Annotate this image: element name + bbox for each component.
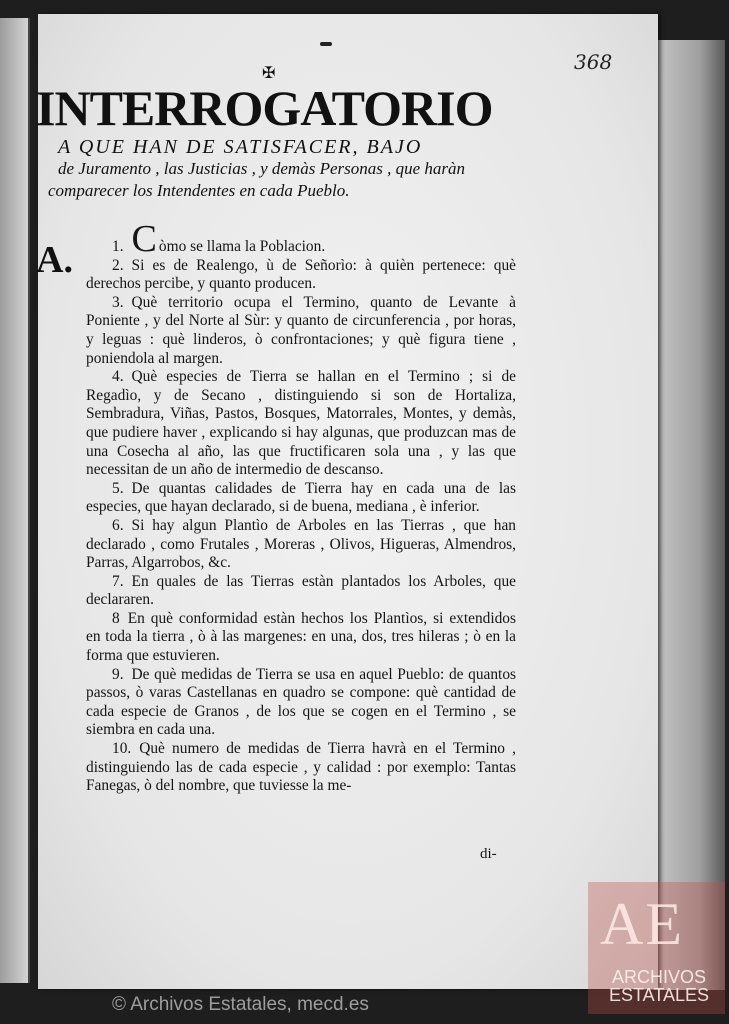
subtitle-line-1: A QUE HAN DE SATISFACER, BAJO <box>58 136 423 158</box>
question-text: En què conformidad estàn hechos los Plantìos, si extendidos en toda la tierra , ò à las margenes: en una, dos, tres hileras ; ò en la forma que estuvieren. <box>86 609 516 665</box>
question-text: Què especies de Tierra se hallan en el Termino ; si de Regadìo, y de Secano , distinguiendo si son de Hortaliza, Sembradura, Viñas, Pastos, Bosques, Matorrales, Montes, y demàs, que pudiere haver , explicando si hay algunas, que produzcan mas de una Cosecha al año, las que fructificaren sola una , y las que necessitan de un año de intermedio de descanso. <box>86 368 516 479</box>
questionnaire-body <box>86 218 516 796</box>
folio-number: 368 <box>574 50 613 74</box>
question-text: Si hay algun Plantìo de Arboles en las Tierras , que han declarado , como Frutales , Moreras , Olivos, Higueras, Almendros, Parras, Algarrobos, &c. <box>86 516 516 572</box>
question-2 <box>86 257 516 294</box>
question-text: En quales de las Tierras estàn plantados los Arboles, que declararen. <box>86 572 516 609</box>
archive-logo-icon: AE <box>600 891 684 957</box>
question-number: 4. <box>112 368 124 386</box>
question-10 <box>86 740 516 796</box>
document-title: INTERROGATORIO <box>36 80 493 136</box>
question-text: Què territorio ocupa el Termino, quanto de Levante à Poniente , y del Norte al Sùr: y quanto de circunferencia , por horas, y leguas : què linderos, ò confrontaciones; y què figura tiene , poniendola al margen. <box>86 293 516 367</box>
watermark-line-2: ESTATALES <box>608 985 710 1005</box>
question-9 <box>86 666 516 740</box>
question-number: 8 <box>112 609 120 627</box>
question-text: òmo se llama la Poblacion. <box>158 238 326 255</box>
question-4 <box>86 368 516 480</box>
question-6 <box>86 517 516 573</box>
question-text: Si es de Realengo, ù de Señorìo: à quièn pertenece: què derechos percibe, y quanto producen. <box>86 256 516 293</box>
catchword: di- <box>480 846 497 862</box>
section-letter: A. <box>36 239 73 281</box>
question-7 <box>86 573 516 610</box>
subtitle-line-2: de Juramento , las Justicias , y demàs Personas , que haràn <box>58 159 466 178</box>
question-number: 1. <box>112 238 124 255</box>
question-8 <box>86 610 516 666</box>
subtitle-line-3: comparecer los Intendentes en cada Pueblo. <box>48 181 350 200</box>
watermark-line-1: ARCHIVOS <box>611 967 707 987</box>
question-text: Què numero de medidas de Tierra havrà en el Termino , distinguiendo las de cada especie , y calidad : por exemplo: Tantas Fanegas, ò del nombre, que tuviesse la me- <box>86 740 516 795</box>
question-number: 9. <box>112 665 124 683</box>
document-subtitle <box>48 136 528 202</box>
question-number: 5. <box>112 479 124 497</box>
question-text: De què medidas de Tierra se usa en aquel Pueblo: de quantos passos, ò varas Castellanas en quadro se compone: què cantidad de cada especie de Granos , de los que se cogen en el Termino , se siembra en cada una. <box>86 665 516 739</box>
question-number: 3. <box>112 293 124 311</box>
question-number: 2. <box>112 256 124 274</box>
question-number: 6. <box>112 516 124 534</box>
drop-cap: C <box>131 218 157 260</box>
cross-ornament-icon: ✠ <box>262 65 276 82</box>
question-text: De quantas calidades de Tierra hay en cada una de las especies, que hayan declarado, si de buena, mediana , è inferior. <box>86 479 516 516</box>
ink-mark <box>320 42 332 46</box>
question-number: 7. <box>112 572 124 590</box>
question-1 <box>86 218 516 260</box>
question-3 <box>86 294 516 368</box>
copyright-notice: © Archivos Estatales, mecd.es <box>112 994 369 1015</box>
archive-watermark-text <box>594 968 724 1004</box>
question-number: 10. <box>112 740 132 758</box>
question-5 <box>86 480 516 517</box>
previous-page-edge <box>0 18 30 983</box>
